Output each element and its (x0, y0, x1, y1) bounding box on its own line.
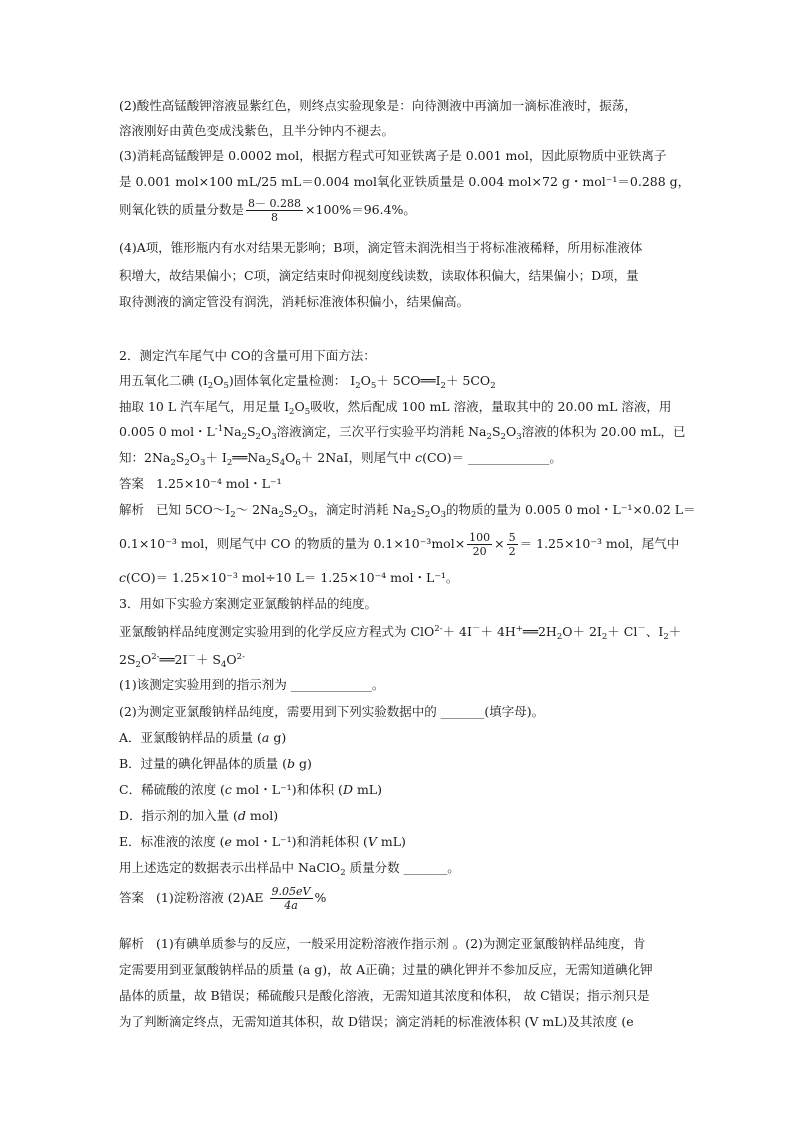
text-line: (1)该测定实验用到的指示剂为 _____________。 (119, 677, 385, 692)
option-b: B．过量的碘化钾晶体的质量 (b g) (119, 756, 312, 771)
explanation-line: 为了判断滴定终点，无需知道其体积，故 D错误；滴定消耗的标准液体积 (V mL)及其浓度 (e (119, 1014, 634, 1029)
option-a: A．亚氯酸钠样品的质量 (a g) (119, 730, 287, 745)
text-line: (2)为测定亚氯酸钠样品纯度，需要用到下列实验数据中的 _______(填字母)。 (119, 704, 545, 719)
explanation-label: 解析 (119, 936, 145, 951)
explanation-line: 晶体的质量，故 B错误；稀硫酸只是酸化溶液，无需知道其浓度和体积， 故 C错误；指示剂只是 (119, 988, 650, 1003)
text-line: 用上述选定的数据表示出样品中 NaClO$_2$ 质量分数 _______。 (119, 860, 460, 878)
text-line: 则氧化铁的质量分数是 $\frac{8- 0.288}{8}$ ×100%＝96.4%。 (119, 197, 416, 224)
fraction: $\frac{9.05eV}{4a}$ (271, 885, 311, 912)
fraction: $\frac{5}{2}$ (508, 531, 516, 558)
text-line: 亚氯酸钠样品纯度测定实验用到的化学反应方程式为 $ClO^{2-}+ 4I^-+ 4H^+══2H_2O+ 2I_2+ Cl^-$、$I_2+$ (119, 624, 682, 642)
text-line: 用五氧化二碘 $(I_2O_5)$固体氧化定量检测： $I_2O_5+$ $5CO══I_2+ 5CO_2$ (119, 373, 496, 391)
text-line: 知：$2Na_2S_2O_3+$ $I_2══Na_2S_4O_6+ 2NaI$，则尾气中 c(CO)＝ _____________。 (119, 450, 562, 468)
text-line: (4)A项，锥形瓶内有水对结果无影响；B项，滴定管未润洗相当于将标准液稀释，所用标准液体 (119, 240, 643, 255)
explanation-line: 解析 已知 $5CO\sim I_2\sim$ $2Na_2S_2O_3$，滴定时消耗 $Na_2S_2O_3$的物质的量为 0.005 0 mol・L⁻¹×0.02 L＝ (119, 502, 696, 520)
text-line: (3)消耗高锰酸钾是 0.0002 mol，根据方程式可知亚铁离子是 0.001 mol，因此原物质中亚铁离子 (119, 148, 667, 163)
fraction: $\frac{8- 0.288}{8}$ (248, 197, 302, 224)
text-line: 是 0.001 mol×100 mL/25 mL＝0.004 mol氧化亚铁质量是 0.004 mol×72 g・mol⁻¹＝0.288 g， (119, 174, 691, 189)
explanation-line: 定需要用到亚氯酸钠样品的质量 (a g)，故 A正确；过量的碘化钾并不参加反应，无需知道碘化钾 (119, 962, 653, 977)
option-e: E．标准液的浓度 (e mol・L⁻¹)和消耗体积 (V mL) (119, 834, 406, 849)
explanation-line: 解析 (1)有碘单质参与的反应，一般采用淀粉溶液作指示剂 。(2)为测定亚氯酸钠样品纯度，肯 (119, 936, 646, 951)
answer-label: 答案 (119, 476, 145, 491)
text-line: 抽取 10 L 汽车尾气，用足量 $I_2O_5$吸收，然后配成 100 mL 溶液，量取其中的 20.00 mL 溶液，用 (119, 399, 672, 417)
text-line: (2)酸性高锰酸钾溶液显紫红色，则终点实验现象是：向待测液中再滴加一滴标准液时，振荡， (119, 98, 637, 113)
explanation-line: 0.1×10⁻³ mol，则尾气中 CO 的物质的量为 0.1×10⁻³mol× $\frac{100}{20}$ × $\frac{5}{2}$ ＝ 1.25×10⁻³ mol，尾气中 (119, 531, 680, 558)
explanation-line: c(CO)＝ 1.25×10⁻³ mol÷10 L＝ 1.25×10⁻⁴ mol・L⁻¹。 (119, 570, 459, 585)
answer-line: 答案 (1)淀粉溶液 (2)AE $\frac{9.05eV}{4a}$ % (119, 885, 327, 912)
text-line: 取待测液的滴定管没有润洗，消耗标准液体积偏小，结果偏高。 (119, 294, 470, 309)
text-line: $2S_2O^{2-}══2I^-+ S_4O^{2-}$ (119, 652, 245, 670)
option-c: C．稀硫酸的浓度 (c mol・L⁻¹)和体积 (D mL) (119, 782, 382, 797)
question-title: 3．用如下实验方案测定亚氯酸钠样品的纯度。 (119, 596, 377, 611)
text-line: 溶液刚好由黄色变成浅紫色，且半分钟内不褪去。 (119, 123, 395, 138)
explanation-label: 解析 (119, 502, 145, 517)
text-line: 积增大，故结果偏小；C项，滴定结束时仰视刻度线读数，读取体积偏大，结果偏小；D项，量 (119, 268, 639, 283)
answer-label: 答案 (119, 890, 145, 905)
fraction: $\frac{100}{20}$ (469, 531, 491, 558)
question-title: 2．测定汽车尾气中 CO的含量可用下面方法： (119, 348, 376, 363)
answer-line: 答案 1.25×10⁻⁴ mol・L⁻¹ (119, 476, 282, 491)
text-line: 0.005 0 mol・$L^{-1}Na_2S_2O_3$溶液滴定，三次平行实验平均消耗 $Na_2S_2O_3$溶液的体积为 20.00 mL，已 (119, 424, 686, 442)
option-d: D．指示剂的加入量 (d mol) (119, 808, 279, 823)
